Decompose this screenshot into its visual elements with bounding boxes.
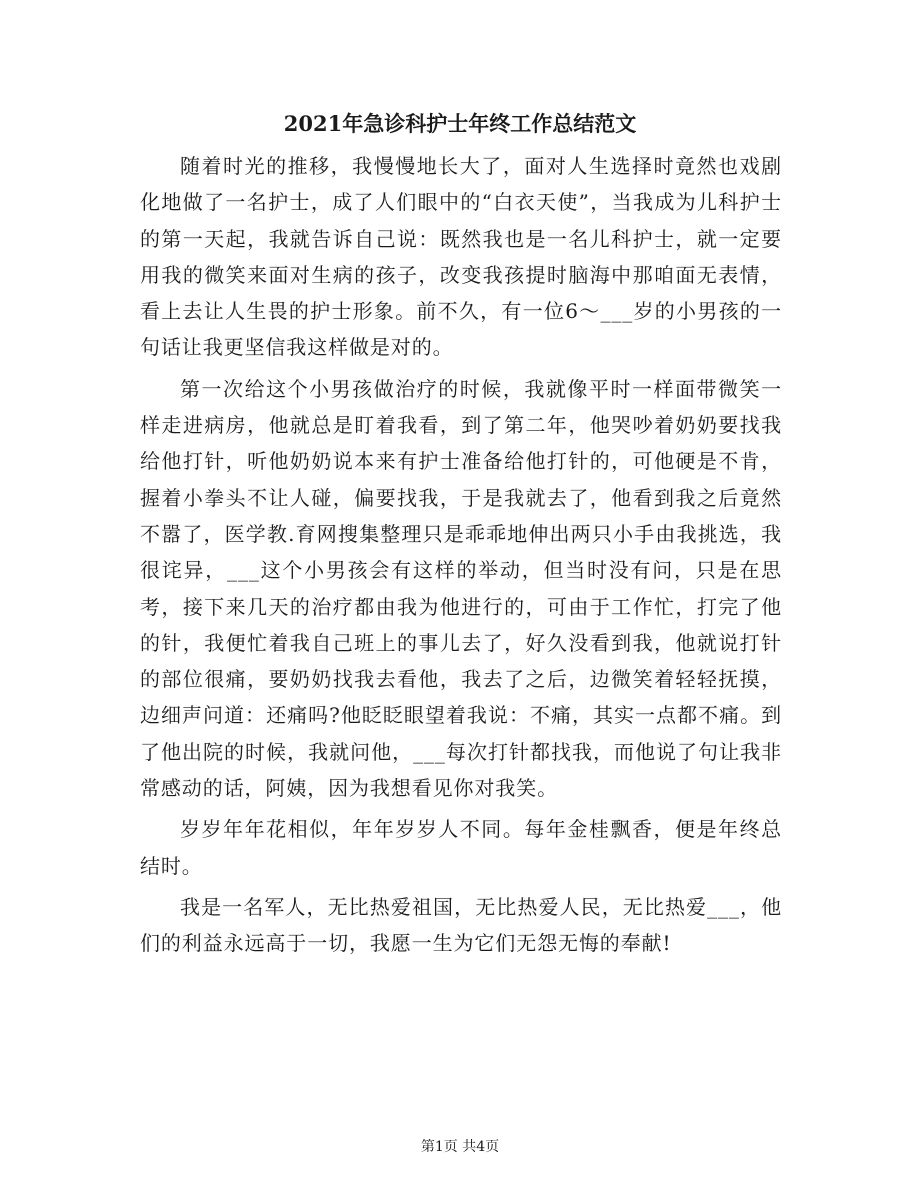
paragraph-1: 随着时光的推移，我慢慢地长大了，面对人生选择时竟然也戏剧化地做了一名护士，成了人们眼中的“白衣天使”，当我成为儿科护士的第一天起，我就告诉自己说：既然我也是一名儿科护士，就一定要用我的微笑来面对生病的孩子，改变我孩提时脑海中那咱面无表情，看上去让人生畏的护士形象。前不久，有一位6～___岁的小男孩的一句话让我更坚信我这样做是对的。	[140, 154, 782, 360]
document-title: 2021年急诊科护士年终工作总结范文	[283, 111, 637, 136]
paragraph-3: 岁岁年年花相似，年年岁岁人不同。每年金桂飘香，便是年终总结时。	[140, 817, 782, 878]
document-body	[140, 148, 782, 967]
paragraph-2: 第一次给这个小男孩做治疗的时候，我就像平时一样面带微笑一样走进病房，他就总是盯着我看，到了第二年，他哭吵着奶奶要找我给他打针，听他奶奶说本来有护士准备给他打针的，可他硬是不肯，握着小拳头不让人碰，偏要找我，于是我就去了，他看到我之后竟然不嚣了，医学教.育网搜集整理只是乖乖地伸出两只小手由我挑选，我很诧异，___这个小男孩会有这样的举动，但当时没有问，只是在思考，接下来几天的治疗都由我为他进行的，可由于工作忙，打完了他的针，我便忙着我自己班上的事儿去了，好久没看到我，他就说打针的部位很痛，要奶奶找我去看他，我去了之后，边微笑着轻轻抚摸，边细声问道：还痛吗?他眨眨眼望着我说：不痛，其实一点都不痛。到了他出院的时候，我就问他，___每次打针都找我，而他说了句让我非常感动的话，阿姨，因为我想看见你对我笑。	[140, 376, 782, 801]
page-number-footer: 第1页 共4页	[420, 1139, 500, 1155]
paragraph-4: 我是一名军人，无比热爱祖国，无比热爱人民，无比热爱___，他们的利益永远高于一切，我愿一生为它们无怨无悔的奉献!	[140, 894, 782, 956]
